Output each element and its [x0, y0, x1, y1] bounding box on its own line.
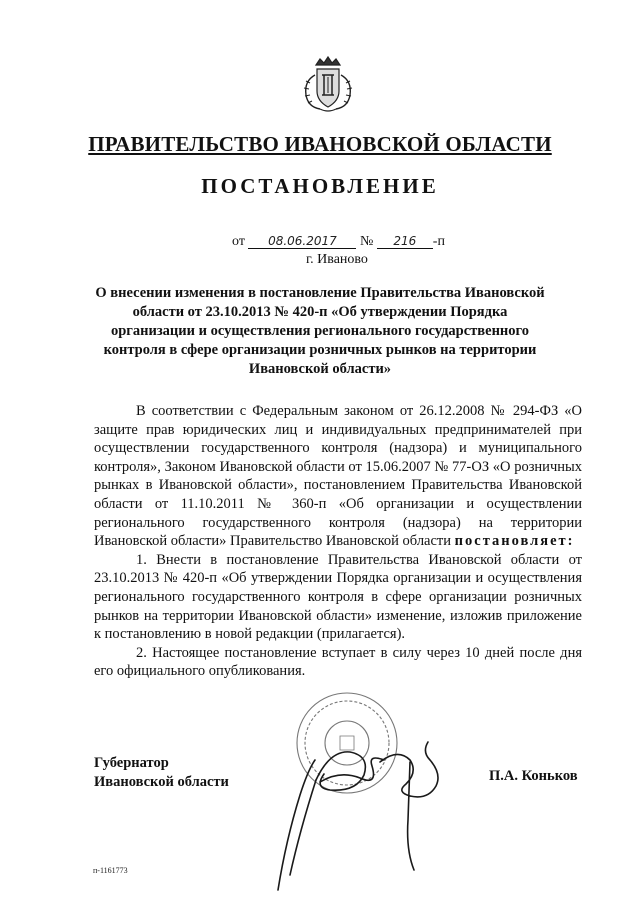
handwritten-signature-icon [260, 700, 450, 900]
item-2: 2. Настоящее постановление вступает в силу через 10 дней после дня его официального опубликования. [94, 644, 582, 680]
preamble-paragraph [94, 402, 582, 551]
signer-name: П.А. Коньков [489, 768, 578, 784]
signer-title-line-2: Ивановской области [94, 774, 229, 790]
coat-of-arms-icon [298, 55, 358, 115]
signer-title-line-1: Губернатор [94, 755, 169, 771]
city: г. Иваново [306, 252, 368, 267]
number-label: № [359, 234, 374, 249]
document-body [94, 402, 582, 681]
handwritten-number: 216 [377, 234, 433, 249]
from-label: от [232, 234, 245, 249]
dateline [232, 234, 445, 250]
signer-title [94, 754, 229, 792]
organization-title: ПРАВИТЕЛЬСТВО ИВАНОВСКОЙ ОБЛАСТИ [88, 132, 552, 156]
number-suffix: -п [432, 234, 445, 249]
handwritten-date: 08.06.2017 [248, 234, 356, 249]
document-subject: О внесении изменения в постановление Правительства Ивановской области от 23.10.2013 № 420-п «Об утверждении Порядка организации и осуществления регионального государственного контроля в сфере организации розничных рынков на территории Ивановской области» [95, 285, 545, 377]
document-reference: п-1161773 [93, 866, 128, 875]
preamble-text: В соответствии с Федеральным законом от 26.12.2008 № 294-ФЗ «О защите прав юридических лиц и индивидуальных предпринимателей при осуществлении государственного контроля (надзора) и муниципального контроля», Законом Ивановской области от 15.06.2007 № 77-ОЗ «О розничных рынках в Ивановской области», постановлением Правительства Ивановской области от 11.10.2011 № 360-п «Об организации и осуществлении регионального государственного контроля (надзора) на территории Ивановской области» Правительство Ивановской области [94, 403, 582, 550]
item-1: 1. Внести в постановление Правительства Ивановской области от 23.10.2013 № 420-п «Об утверждении Порядка организации и осуществления регионального государственного контроля в сфере организации розничных рынков на территории Ивановской области» изменение, изложив приложение к постановлению в новой редакции (прилагается). [94, 551, 582, 643]
document-type: ПОСТАНОВЛЕНИЕ [201, 174, 439, 198]
decree-word: постановляет: [454, 533, 575, 550]
